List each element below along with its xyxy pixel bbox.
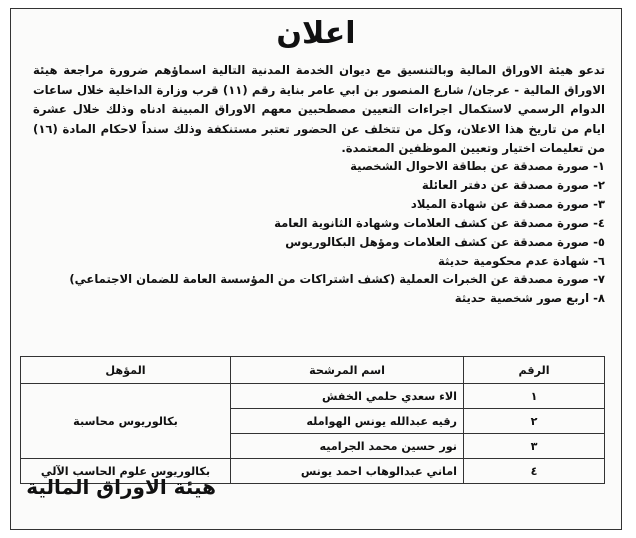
row-number: ٢ [464, 409, 605, 434]
list-item: ٣- صورة مصدقة عن شهادة الميلاد [410, 196, 605, 211]
list-item: ١- صورة مصدقة عن بطاقة الاحوال الشخصية [350, 159, 605, 173]
candidate-name: الاء سعدي حلمي الخفش [231, 384, 464, 409]
header-number: الرقم [464, 357, 605, 384]
header-qualification: المؤهل [21, 357, 231, 384]
header-candidate-name: اسم المرشحة [231, 357, 464, 384]
list-item: ٤- صورة مصدقة عن كشف العلامات وشهادة الثانوية العامة [274, 215, 605, 230]
list-item: ٧- صورة مصدقة عن الخبرات العملية (كشف اشتراكات من المؤسسة العامة للضمان الاجتماعي) [69, 272, 605, 287]
documents-list [33, 157, 605, 308]
announcement-title: اعلان [276, 16, 356, 51]
row-number: ٤ [464, 459, 605, 484]
candidates-table [20, 356, 605, 484]
row-number: ١ [464, 384, 605, 409]
table-header-row [21, 357, 605, 384]
candidate-name: اماني عبدالوهاب احمد يونس [231, 459, 464, 484]
row-number: ٣ [464, 434, 605, 459]
list-item: ٥- صورة مصدقة عن كشف العلامات ومؤهل البكالوريوس [285, 234, 605, 249]
issuer-name: هيئة الاوراق المالية [26, 475, 216, 499]
candidate-name: رقيه عبدالله يونس الهوامله [231, 409, 464, 434]
list-item: ٢- صورة مصدقة عن دفتر العائلة [421, 177, 605, 192]
candidate-name: نور حسين محمد الجراميه [231, 434, 464, 459]
qualification-cell: بكالوريوس محاسبة [21, 384, 231, 459]
qualification-cell: بكالوريوس علوم الحاسب الآلي [21, 459, 231, 484]
table-row [21, 384, 605, 409]
announcement-body: تدعو هيئة الاوراق المالية وبالتنسيق مع ديوان الخدمة المدنية التالية اسماؤهم ضرورة مراجعة هيئة الاوراق المالية - عرجان/ شارع المنصور بن ابي عامر بناية رقم (١١) قرب وزارة الداخلية خلال ساعات الدوام الرسمي لاستكمال اجراءات التعيين مصطحبين معهم الاوراق المبينة ادناه وذلك خلال عشرة ايام من تاريخ هذا الاعلان، وكل من تتخلف عن الحضور تعتبر مستنكفة وذلك سنداً لاحكام المادة (١٦) من تعليمات اختيار وتعيين الموظفين المعتمدة. [33, 63, 605, 156]
list-item: ٦- شهادة عدم محكومية حديثة [437, 253, 605, 268]
list-item: ٨- اربع صور شخصية حديثة [454, 291, 605, 306]
